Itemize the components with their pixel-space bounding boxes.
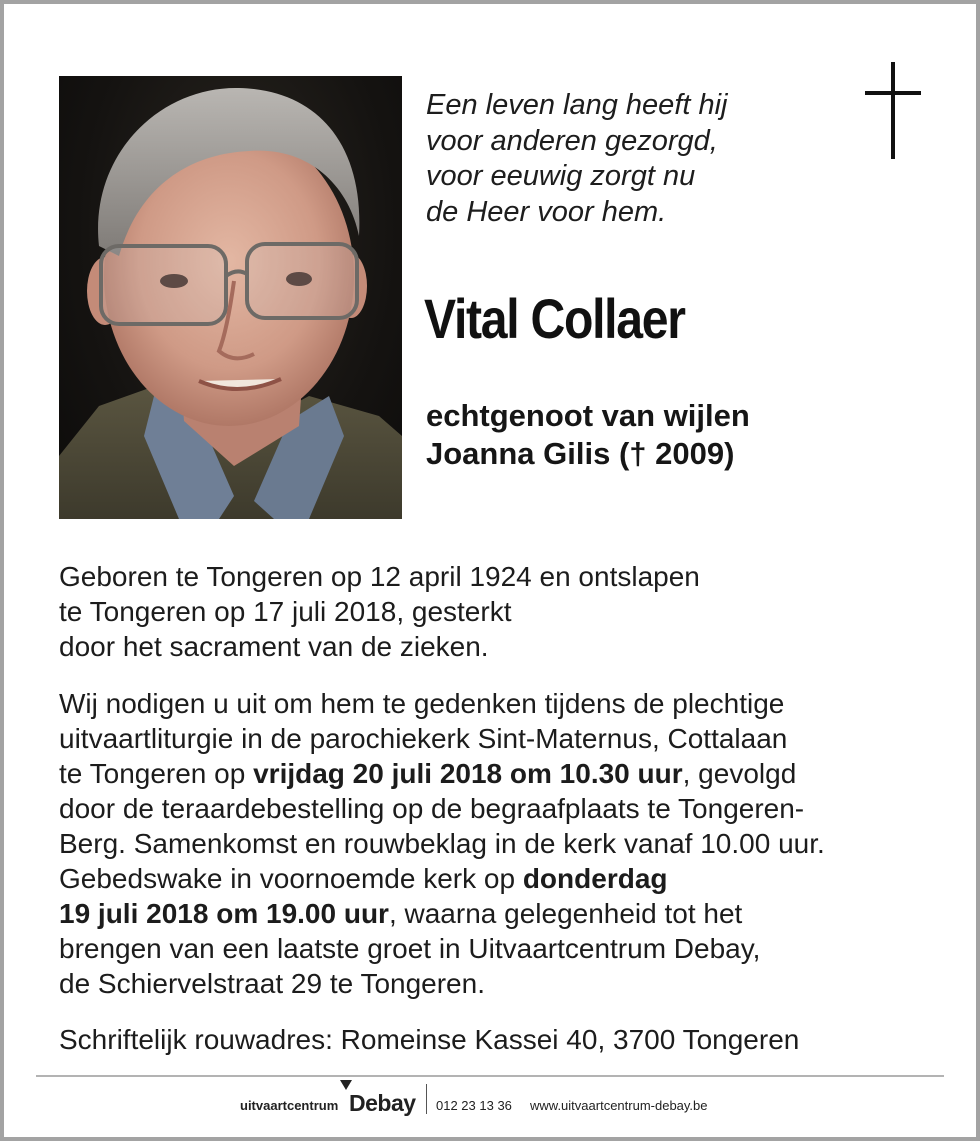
quote-line: de Heer voor hem. (426, 195, 667, 228)
latin-cross-icon (865, 62, 921, 159)
spouse-info (426, 397, 750, 473)
website-link[interactable]: www.uitvaartcentrum-debay.be (530, 1098, 708, 1113)
funeral-home-footer (230, 1078, 770, 1118)
footer-divider (36, 1075, 944, 1077)
text-line: Schriftelijk rouwadres: Romeinse Kassei 40, 3700 Tongeren (59, 1024, 800, 1055)
text-line: te Tongeren op 17 juli 2018, gesterkt (59, 596, 512, 627)
funeral-invitation-paragraph (59, 686, 825, 1001)
text-line: Berg. Samenkomst en rouwbeklag in de kerk vanaf 10.00 uur. (59, 828, 825, 859)
footer-separator (426, 1084, 427, 1114)
text-line: brengen van een laatste groet in Uitvaartcentrum Debay, (59, 933, 761, 964)
spouse-line: echtgenoot van wijlen (426, 398, 750, 433)
text-line: Geboren te Tongeren op 12 april 1924 en ontslapen (59, 561, 700, 592)
funeral-date-time: vrijdag 20 juli 2018 om 10.30 uur (253, 758, 683, 789)
text-line: te Tongeren op vrijdag 20 juli 2018 om 10.30 uur, gevolgd (59, 758, 797, 789)
memorial-quote (426, 88, 826, 230)
vigil-date-time: 19 juli 2018 om 19.00 uur (59, 898, 389, 929)
text-line: door de teraardebestelling op de begraafplaats te Tongeren- (59, 793, 805, 824)
text-line: Gebedswake in voornoemde kerk op donderdag (59, 863, 668, 894)
spouse-line: Joanna Gilis († 2009) (426, 436, 735, 471)
text-line: 19 juli 2018 om 19.00 uur, waarna gelegenheid tot het (59, 898, 743, 929)
deceased-name: Vital Collaer (424, 287, 685, 350)
brand-small-text: uitvaartcentrum (240, 1098, 339, 1113)
portrait-photo (59, 76, 402, 519)
vigil-day: donderdag (522, 863, 668, 894)
quote-line: Een leven lang heeft hij (426, 89, 728, 121)
quote-line: voor anderen gezorgd, (426, 124, 718, 157)
text-line: door het sacrament van de zieken. (59, 631, 489, 662)
brand-name: Debay (349, 1090, 416, 1116)
text-line: uitvaartliturgie in de parochiekerk Sint-Maternus, Cottalaan (59, 723, 788, 754)
birth-death-paragraph (59, 559, 700, 664)
phone-number: 012 23 13 36 (436, 1098, 512, 1113)
text-line: Wij nodigen u uit om hem te gedenken tijdens de plechtige (59, 688, 785, 719)
text-line: de Schiervelstraat 29 te Tongeren. (59, 968, 485, 999)
triangle-down-icon (340, 1080, 352, 1090)
quote-line: voor eeuwig zorgt nu (426, 160, 696, 192)
mourning-address (59, 1022, 799, 1057)
